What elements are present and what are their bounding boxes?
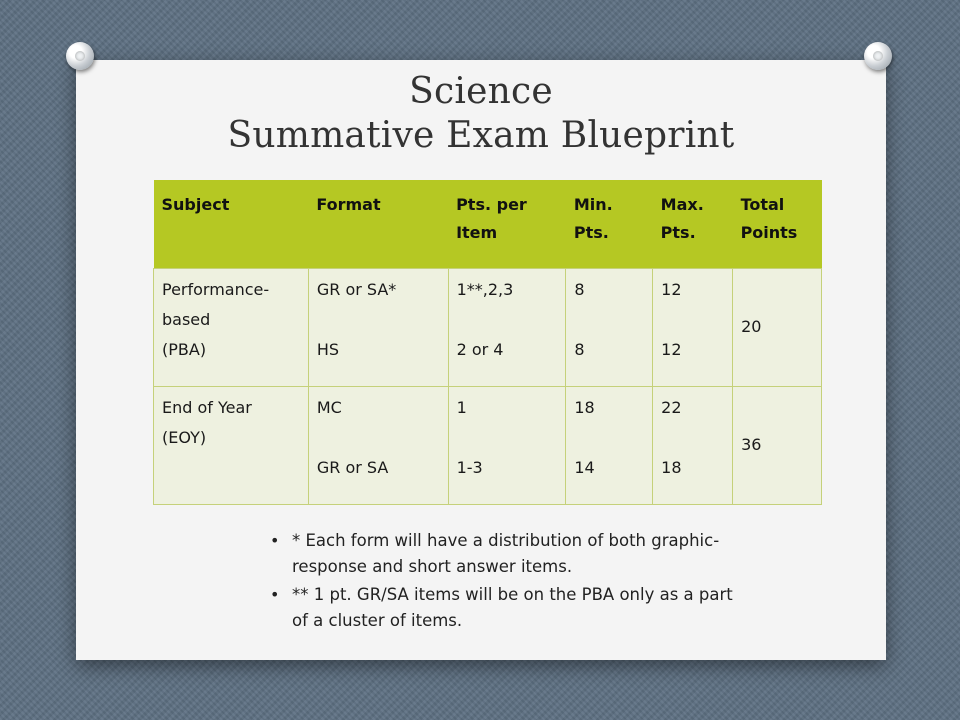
title-line-2: Summative Exam Blueprint <box>227 115 735 156</box>
spacer <box>317 305 444 335</box>
footnote-text: ** 1 pt. GR/SA items will be on the PBA only as a part of a cluster of items. <box>292 585 733 630</box>
cell-min-pts <box>566 268 653 386</box>
format-value: GR or SA <box>316 457 389 477</box>
format-value: GR or SA* <box>316 279 397 299</box>
min-value: 18 <box>574 397 595 417</box>
header-min-pts: Min. Pts. <box>566 180 653 268</box>
bullet-icon: • <box>270 531 280 550</box>
spacer <box>574 305 648 335</box>
format-value: MC <box>316 397 342 417</box>
spacer <box>317 423 444 453</box>
subject-line: (PBA) <box>162 339 207 359</box>
max-value: 22 <box>661 397 682 417</box>
pts-value: 1**,2,3 <box>456 279 514 299</box>
max-value: 12 <box>661 339 682 359</box>
header-format: Format <box>308 180 448 268</box>
cell-subject <box>154 268 309 386</box>
cell-max-pts <box>653 386 733 504</box>
table-row-eoy <box>154 386 822 504</box>
spacer <box>457 423 562 453</box>
cell-format <box>308 268 448 386</box>
header-pts-per-item: Pts. per Item <box>448 180 566 268</box>
subject-line: End of Year <box>162 397 252 417</box>
table-header-row <box>154 180 822 268</box>
spacer <box>574 423 648 453</box>
bullet-icon: • <box>270 585 280 604</box>
cell-format <box>308 386 448 504</box>
blueprint-table <box>153 180 822 505</box>
max-value: 12 <box>661 279 682 299</box>
min-value: 14 <box>574 457 595 477</box>
max-value: 18 <box>661 457 682 477</box>
subject-line: based <box>162 309 211 329</box>
table-row-pba <box>154 268 822 386</box>
pts-value: 1-3 <box>456 457 483 477</box>
pts-value: 2 or 4 <box>456 339 504 359</box>
header-total-points: Total Points <box>733 180 822 268</box>
title-line-1: Science <box>409 71 553 112</box>
min-value: 8 <box>574 339 585 359</box>
cell-total-points: 20 <box>733 268 822 386</box>
cell-max-pts <box>653 268 733 386</box>
cell-min-pts <box>566 386 653 504</box>
subject-line: Performance- <box>162 279 270 299</box>
footnotes-list <box>270 528 750 636</box>
spacer <box>457 305 562 335</box>
cell-subject <box>154 386 309 504</box>
subject-line: (EOY) <box>162 427 207 447</box>
pushpin-icon <box>864 42 892 70</box>
pts-value: 1 <box>456 397 467 417</box>
cell-pts-per-item <box>448 386 566 504</box>
footnote-text: * Each form will have a distribution of both graphic-response and short answer items. <box>292 531 720 576</box>
spacer <box>661 423 728 453</box>
format-value: HS <box>316 339 340 359</box>
cell-total-points: 36 <box>733 386 822 504</box>
footnote-item <box>270 582 750 634</box>
footnote-item <box>270 528 750 580</box>
header-max-pts: Max. Pts. <box>653 180 733 268</box>
min-value: 8 <box>574 279 585 299</box>
spacer <box>661 305 728 335</box>
pushpin-icon <box>66 42 94 70</box>
header-subject: Subject <box>154 180 309 268</box>
cell-pts-per-item <box>448 268 566 386</box>
slide-title <box>76 70 886 158</box>
